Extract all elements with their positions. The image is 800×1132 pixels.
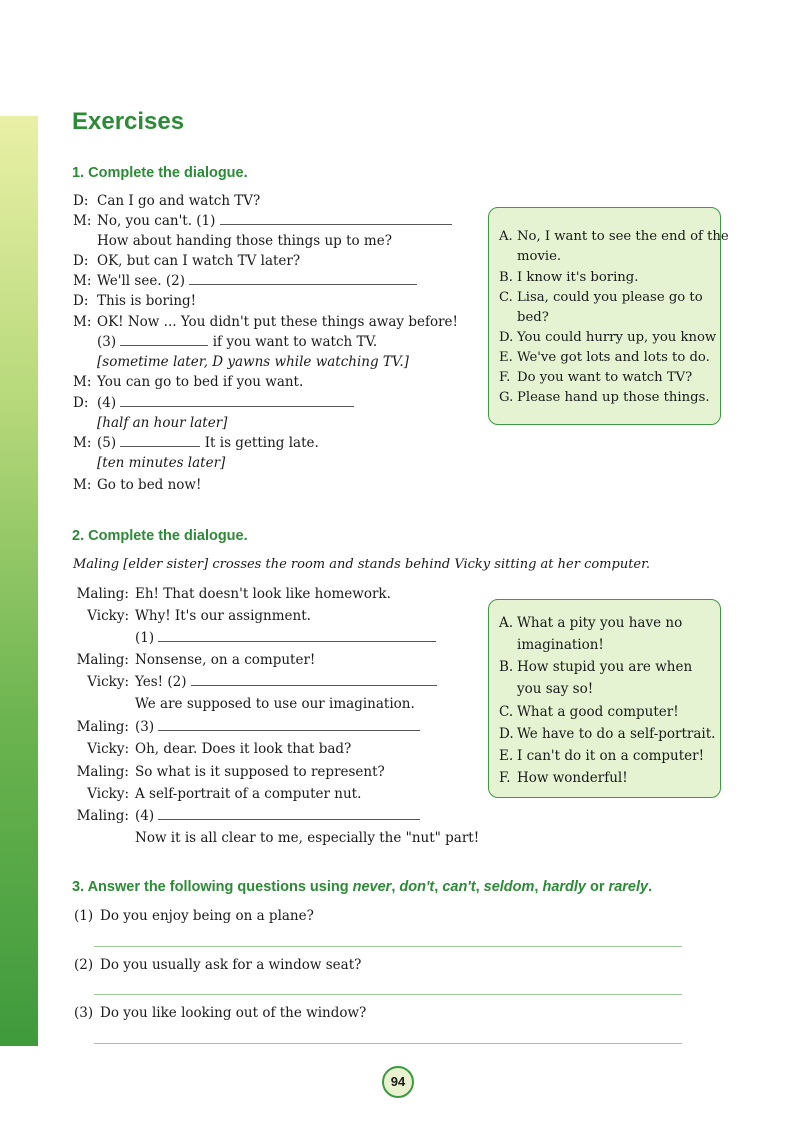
- dialogue-line: D: Can I go and watch TV?: [73, 193, 261, 209]
- dialogue-line: Maling: So what is it supposed to represent?: [76, 764, 385, 780]
- answer-blank[interactable]: [189, 273, 417, 285]
- exercise-1-heading: 1. Complete the dialogue.: [72, 165, 248, 181]
- dialogue-line: Vicky: A self-portrait of a computer nut.: [87, 786, 362, 802]
- exercise-2-heading: 2. Complete the dialogue.: [72, 528, 248, 544]
- answer-line[interactable]: [94, 994, 682, 995]
- dialogue-line: M: Go to bed now!: [73, 477, 202, 493]
- dialogue-line: Vicky: Yes! (2): [73, 673, 437, 691]
- option-item: you say so!: [517, 681, 594, 697]
- option-item: B. I know it's boring.: [499, 270, 639, 285]
- option-item: movie.: [517, 249, 562, 264]
- stage-direction: [ten minutes later]: [97, 455, 226, 471]
- dialogue-line: D: (4): [73, 394, 354, 412]
- options-box-1: [488, 207, 729, 425]
- answer-line[interactable]: [94, 1043, 682, 1044]
- dialogue-line: D: This is boring!: [73, 293, 197, 309]
- option-item: F. Do you want to watch TV?: [499, 370, 693, 385]
- answer-blank[interactable]: [120, 395, 354, 407]
- option-item: A. What a pity you have no: [499, 615, 683, 631]
- answer-blank[interactable]: [120, 334, 208, 346]
- dialogue-line: Maling: (4): [73, 807, 420, 825]
- answer-blank[interactable]: [220, 213, 452, 225]
- option-item: bed?: [517, 310, 549, 325]
- option-item: A. No, I want to see the end of the: [499, 229, 729, 244]
- option-item: C. What a good computer!: [499, 704, 679, 720]
- dialogue-line: M: (5) It is getting late.: [73, 435, 319, 451]
- dialogue-line: D: OK, but can I watch TV later?: [73, 253, 301, 269]
- answer-blank[interactable]: [191, 674, 437, 686]
- stage-direction: [sometime later, D yawns while watching TV.]: [97, 354, 409, 370]
- option-item: B. How stupid you are when: [499, 659, 693, 675]
- dialogue-line: M: No, you can't. (1): [73, 212, 452, 230]
- dialogue-line: M: OK! Now ... You didn't put these things away before!: [73, 314, 458, 330]
- option-item: imagination!: [517, 637, 604, 653]
- option-item: F. How wonderful!: [499, 770, 628, 786]
- dialogue-line: Vicky: Oh, dear. Does it look that bad?: [87, 741, 352, 757]
- option-item: D. We have to do a self-portrait.: [499, 726, 716, 742]
- dialogue-line: Now it is all clear to me, especially the "nut" part!: [135, 830, 480, 846]
- dialogue-line: (1): [73, 629, 436, 647]
- page-title: Exercises: [72, 108, 185, 135]
- dialogue-line: Maling: Eh! That doesn't look like homework.: [76, 586, 391, 602]
- dialogue-line: Vicky: Why! It's our assignment.: [87, 608, 311, 624]
- answer-blank[interactable]: [158, 808, 420, 820]
- dialogue-line: M: We'll see. (2): [73, 272, 417, 290]
- answer-blank[interactable]: [158, 630, 436, 642]
- option-item: D. You could hurry up, you know: [499, 330, 717, 345]
- option-item: E. We've got lots and lots to do.: [499, 350, 710, 365]
- exercise-3-heading: 3. Answer the following questions using never, don't, can't, seldom, hardly or rarely.: [72, 879, 653, 895]
- question-item: (3) Do you like looking out of the window?: [74, 1005, 367, 1021]
- answer-blank[interactable]: [158, 719, 420, 731]
- decorative-sidebar: [0, 116, 38, 1046]
- options-box-2: [488, 599, 721, 798]
- page-number: 94: [382, 1066, 414, 1098]
- stage-direction: [half an hour later]: [97, 415, 228, 431]
- option-item: C. Lisa, could you please go to: [499, 290, 703, 305]
- question-item: (2) Do you usually ask for a window seat?: [74, 957, 362, 973]
- dialogue-line: How about handing those things up to me?: [97, 233, 392, 249]
- option-item: G. Please hand up those things.: [499, 390, 710, 405]
- answer-blank[interactable]: [120, 435, 200, 447]
- dialogue-line: We are supposed to use our imagination.: [135, 696, 415, 712]
- dialogue-line: Maling: (3): [73, 718, 420, 736]
- exercise-2-intro: Maling [elder sister] crosses the room and stands behind Vicky sitting at her computer.: [73, 557, 651, 572]
- dialogue-line: (3) if you want to watch TV.: [97, 334, 378, 350]
- answer-line[interactable]: [94, 946, 682, 947]
- dialogue-line: M: You can go to bed if you want.: [73, 374, 304, 390]
- option-item: E. I can't do it on a computer!: [499, 748, 705, 764]
- dialogue-line: Maling: Nonsense, on a computer!: [76, 652, 316, 668]
- question-item: (1) Do you enjoy being on a plane?: [74, 908, 314, 924]
